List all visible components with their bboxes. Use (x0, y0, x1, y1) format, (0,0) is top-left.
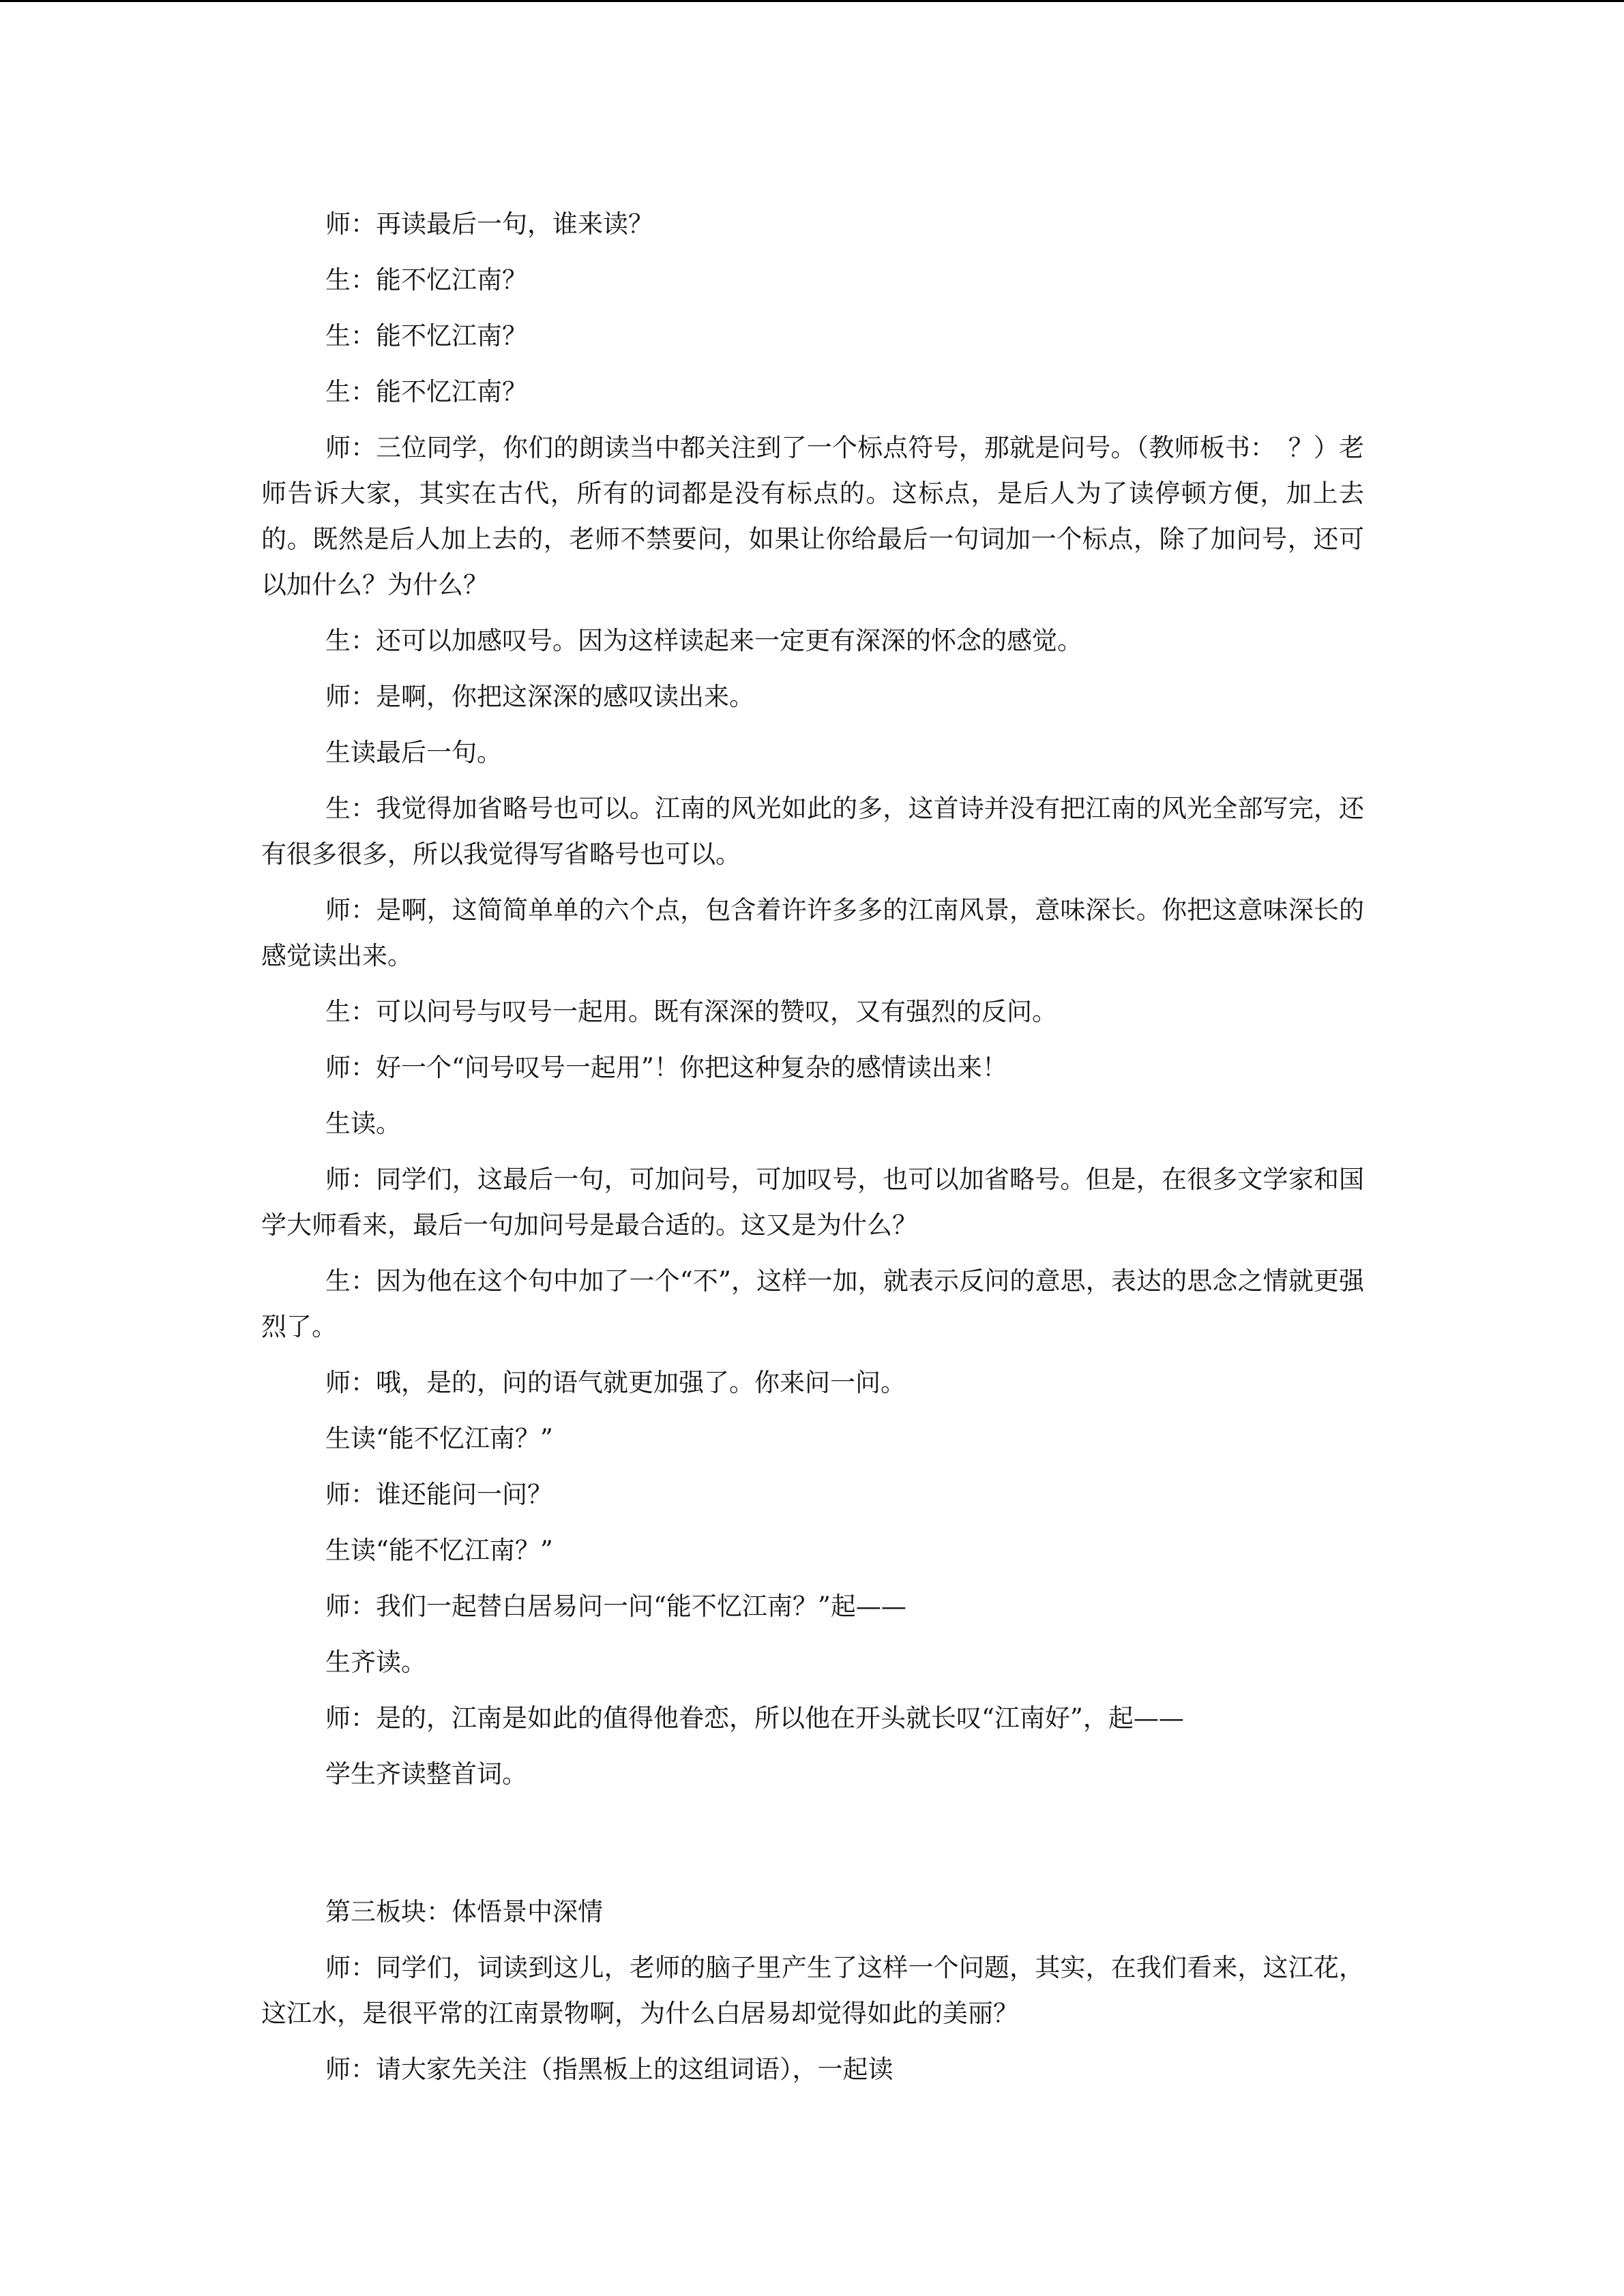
paragraph: 师：同学们，词读到这儿，老师的脑子里产生了这样一个问题，其实，在我们看来，这江花，这江水，是很平常的江南景物啊，为什么白居易却觉得如此的美丽？ (261, 1953, 1364, 2028)
paragraph: 师：同学们，这最后一句，可加问号，可加叹号，也可以加省略号。但是，在很多文学家和国学大师看来，最后一句加问号是最合适的。这又是为什么？ (261, 1165, 1364, 1240)
paragraph: 师：好一个“问号叹号一起用”！你把这种复杂的感情读出来！ (325, 1053, 1007, 1082)
paragraph: 生：我觉得加省略号也可以。江南的风光如此的多，这首诗并没有把江南的风光全部写完，还有很多很多，所以我觉得写省略号也可以。 (261, 794, 1364, 869)
paragraph: 师：三位同学，你们的朗读当中都关注到了一个标点符号，那就是问号。（教师板书： ？）老师告诉大家，其实在古代，所有的词都是没有标点的。这标点，是后人为了读停顿方便，加上去的。既然是后人加上去的，老师不禁要问，如果让你给最后一句词加一个标点，除了加问号，还可以加什么？为什么？ (261, 433, 1364, 599)
paragraph: 生：能不忆江南？ (325, 265, 527, 295)
paragraph: 生齐读。 (325, 1648, 426, 1677)
paragraph: 师：是啊，你把这深深的感叹读出来。 (325, 682, 754, 711)
paragraph: 生：因为他在这个句中加了一个“不”，这样一加，就表示反问的意思，表达的思念之情就更强烈了。 (261, 1266, 1364, 1341)
paragraph: 师：是啊，这简简单单的六个点，包含着许许多多的江南风景，意味深长。你把这意味深长的感觉读出来。 (261, 895, 1364, 970)
paragraph: 师：我们一起替白居易问一问“能不忆江南？”起—— (325, 1592, 906, 1621)
paragraph: 生读。 (325, 1109, 401, 1138)
paragraph: 生：还可以加感叹号。因为这样读起来一定更有深深的怀念的感觉。 (325, 626, 1082, 655)
paragraph: 生读最后一句。 (325, 738, 502, 767)
paragraph: 学生齐读整首词。 (325, 1759, 527, 1789)
paragraph: 师：哦，是的，问的语气就更加强了。你来问一问。 (325, 1368, 906, 1397)
paragraph: 师：是的，江南是如此的值得他眷恋，所以他在开头就长叹“江南好”，起—— (325, 1703, 1184, 1733)
document-page (261, 201, 1364, 2102)
paragraph: 生读“能不忆江南？” (325, 1424, 553, 1453)
paragraph: 师：再读最后一句，谁来读？ (325, 209, 653, 239)
paragraph: 生：能不忆江南？ (325, 377, 527, 406)
paragraph: 生：能不忆江南？ (325, 321, 527, 351)
paragraph: 生读“能不忆江南？” (325, 1536, 553, 1565)
section-spacer (261, 1807, 1364, 1889)
paragraph: 师：谁还能问一问？ (325, 1480, 552, 1509)
paragraph: 师：请大家先关注（指黑板上的这组词语），一起读 (325, 2055, 894, 2084)
paragraph: 生：可以问号与叹号一起用。既有深深的赞叹，又有强烈的反问。 (325, 997, 1057, 1026)
section-title: 第三板块：体悟景中深情 (325, 1897, 603, 1926)
top-border-line (0, 0, 1624, 2)
